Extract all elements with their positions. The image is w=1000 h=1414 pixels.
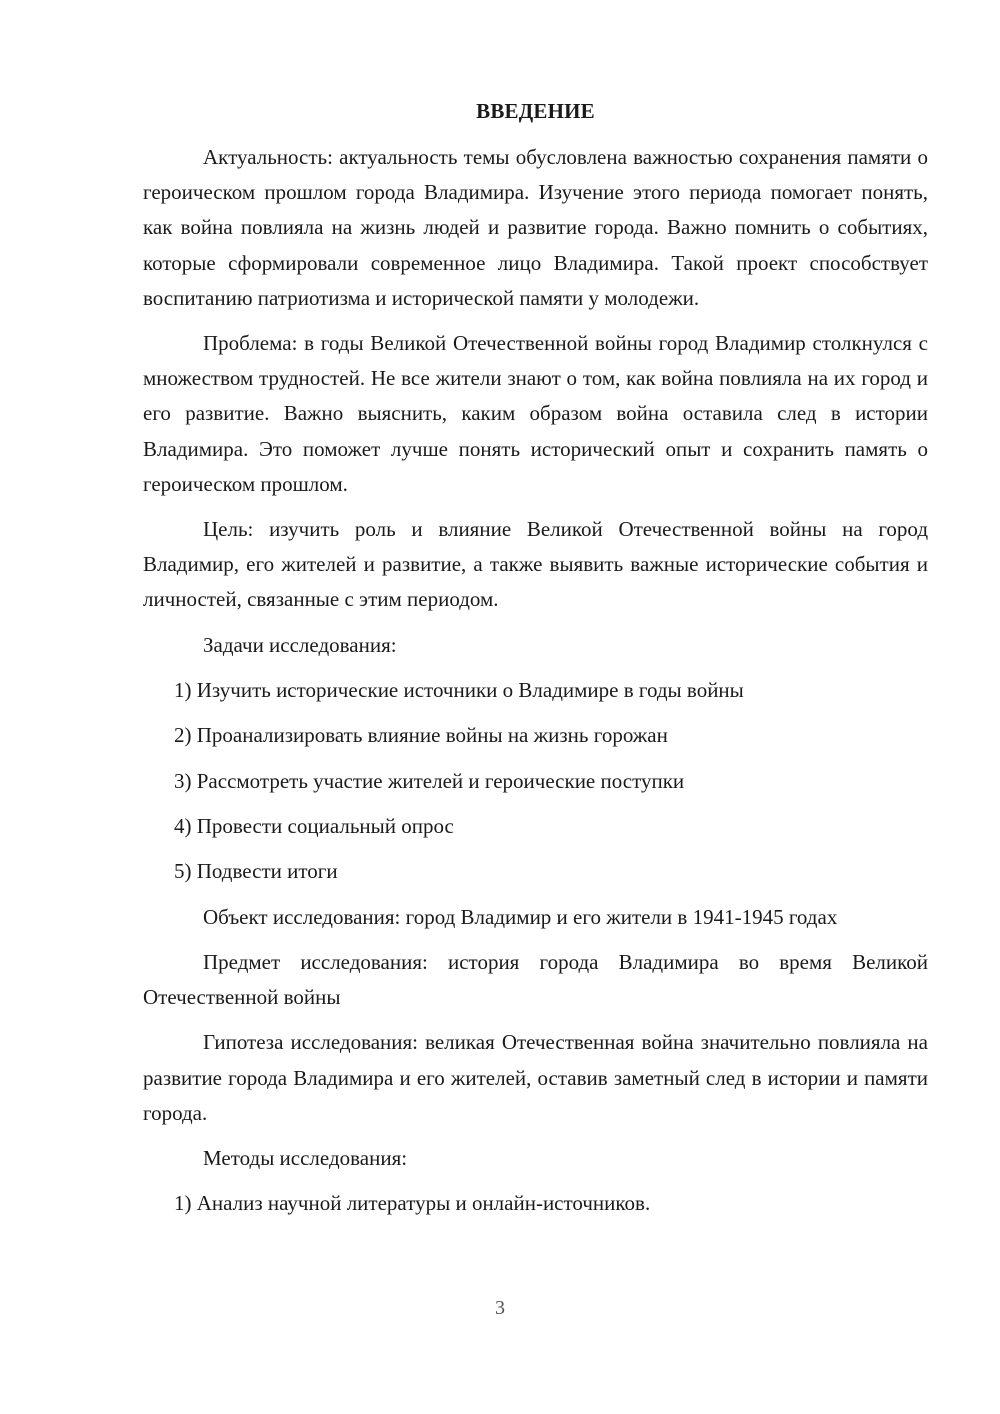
task-item: 2) Проанализировать влияние войны на жизнь горожан (174, 723, 668, 748)
task-item: 5) Подвести итоги (174, 859, 338, 884)
page-number: 3 (495, 1297, 505, 1319)
relevance-paragraph: Актуальность: актуальность темы обусловлена важностью сохранения памяти о героическом прошлом города Владимира. Изучение этого периода помогает понять, как война повлияла на жизнь людей и развитие города. Важно помнить о событиях, которые сформировали современное лицо Владимира. Такой проект способствует воспитанию патриотизма и исторической памяти у молодежи. (143, 145, 928, 310)
hypothesis-paragraph: Гипотеза исследования: великая Отечественная война значительно повлияла на развитие города Владимира и его жителей, оставив заметный след в истории и памяти города. (143, 1030, 928, 1125)
document-page (143, 94, 928, 1232)
task-item: 1) Изучить исторические источники о Владимире в годы войны (174, 677, 744, 702)
problem-paragraph: Проблема: в годы Великой Отечественной войны город Владимир столкнулся с множеством трудностей. Не все жители знают о том, как война повлияла на их город и его развитие. Важно выяснить, каким образом война оставила след в истории Владимира. Это поможет лучше понять исторический опыт и сохранить память о героическом прошлом. (143, 331, 928, 496)
tasks-heading: Задачи исследования: (203, 632, 397, 657)
research-object-paragraph: Объект исследования: город Владимир и его жители в 1941-1945 годах (203, 904, 838, 929)
research-subject-paragraph: Предмет исследования: история города Владимира во время Великой Отечественной войны (143, 950, 928, 1010)
methods-heading: Методы исследования: (203, 1146, 408, 1171)
task-item: 3) Рассмотреть участие жителей и героические поступки (174, 768, 685, 793)
task-item: 4) Провести социальный опрос (174, 814, 454, 839)
section-title: ВВЕДЕНИЕ (476, 99, 595, 123)
goal-paragraph: Цель: изучить роль и влияние Великой Отечественной войны на город Владимир, его жителей и развитие, а также выявить важные исторические события и личностей, связанные с этим периодом. (143, 517, 928, 612)
method-item: 1) Анализ научной литературы и онлайн-источников. (174, 1191, 651, 1216)
tasks-list (143, 673, 928, 890)
methods-list (143, 1186, 928, 1221)
